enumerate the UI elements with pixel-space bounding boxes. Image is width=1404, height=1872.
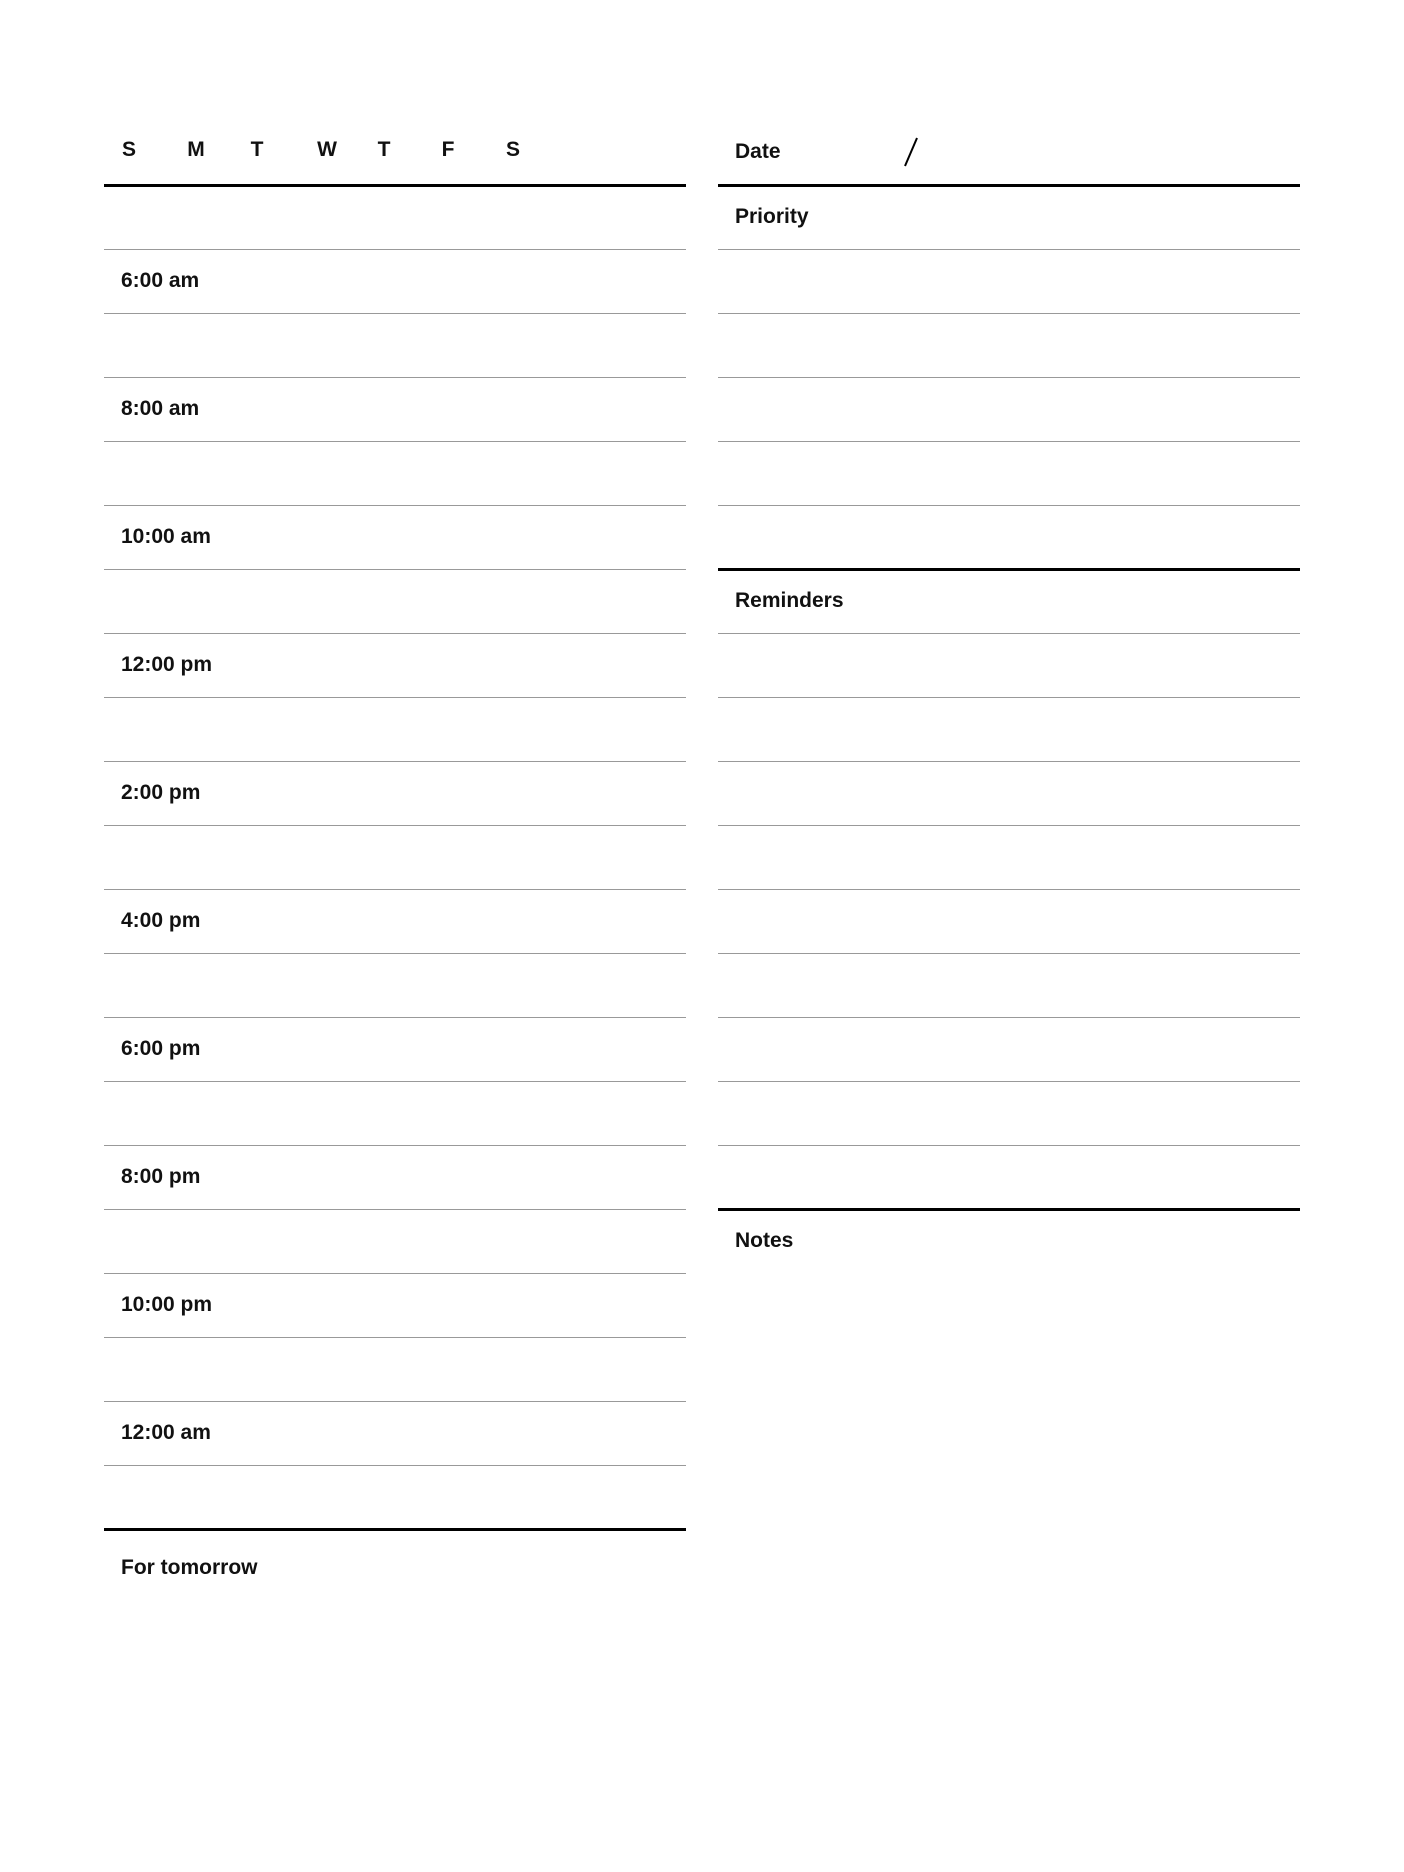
weekday-sunday[interactable]: S <box>121 138 136 161</box>
weekday-tuesday[interactable]: T <box>250 138 264 161</box>
time-slot-label: 8:00 pm <box>121 1165 201 1188</box>
time-slot-label: 4:00 pm <box>121 909 201 932</box>
time-slot-label: 6:00 am <box>121 269 200 292</box>
for-tomorrow-label: For tomorrow <box>121 1556 258 1579</box>
priority-line[interactable] <box>718 249 1300 250</box>
time-slot-rule <box>104 441 686 442</box>
time-slot-label: 8:00 am <box>121 397 200 420</box>
header-rule <box>104 184 686 187</box>
time-slot-rule <box>104 1209 686 1210</box>
reminder-line[interactable] <box>718 889 1300 890</box>
time-slot-label: 12:00 am <box>121 1421 211 1444</box>
time-slot-label: 10:00 am <box>121 525 211 548</box>
time-slot-label: 12:00 pm <box>121 653 213 676</box>
priority-line[interactable] <box>718 377 1300 378</box>
priority-line[interactable] <box>718 313 1300 314</box>
time-slot-rule <box>104 825 686 826</box>
reminder-line[interactable] <box>718 1081 1300 1082</box>
reminder-line[interactable] <box>718 825 1300 826</box>
reminders-heading: Reminders <box>735 589 844 612</box>
time-slot-label: 6:00 pm <box>121 1037 201 1060</box>
time-slot-rule <box>104 697 686 698</box>
time-slot-rule <box>104 1465 686 1466</box>
time-slot-label: 2:00 pm <box>121 781 201 804</box>
priority-line[interactable] <box>718 441 1300 442</box>
reminder-line[interactable] <box>718 1145 1300 1146</box>
time-slot-rule <box>104 569 686 570</box>
for-tomorrow-rule <box>104 1528 686 1531</box>
reminder-line[interactable] <box>718 761 1300 762</box>
weekday-monday[interactable]: M <box>187 138 205 161</box>
priority-line[interactable] <box>718 505 1300 506</box>
time-slot-rule <box>104 953 686 954</box>
time-slot-rule <box>104 1337 686 1338</box>
reminder-line[interactable] <box>718 697 1300 698</box>
reminder-line[interactable] <box>718 633 1300 634</box>
notes-heading: Notes <box>735 1229 794 1252</box>
priority-heading: Priority <box>735 205 809 228</box>
weekday-friday[interactable]: F <box>441 138 455 161</box>
reminder-line[interactable] <box>718 1017 1300 1018</box>
weekday-saturday[interactable]: S <box>505 138 520 161</box>
date-label: Date <box>735 140 781 163</box>
weekday-wednesday[interactable]: W <box>317 138 337 161</box>
time-slot-label: 10:00 pm <box>121 1293 213 1316</box>
reminder-line[interactable] <box>718 953 1300 954</box>
date-separator-slash-icon <box>904 137 918 167</box>
weekday-selector <box>104 128 686 172</box>
time-slot-rule <box>104 313 686 314</box>
time-slot-rule <box>104 1081 686 1082</box>
weekday-thursday[interactable]: T <box>377 138 391 161</box>
notes-rule <box>718 1208 1300 1211</box>
